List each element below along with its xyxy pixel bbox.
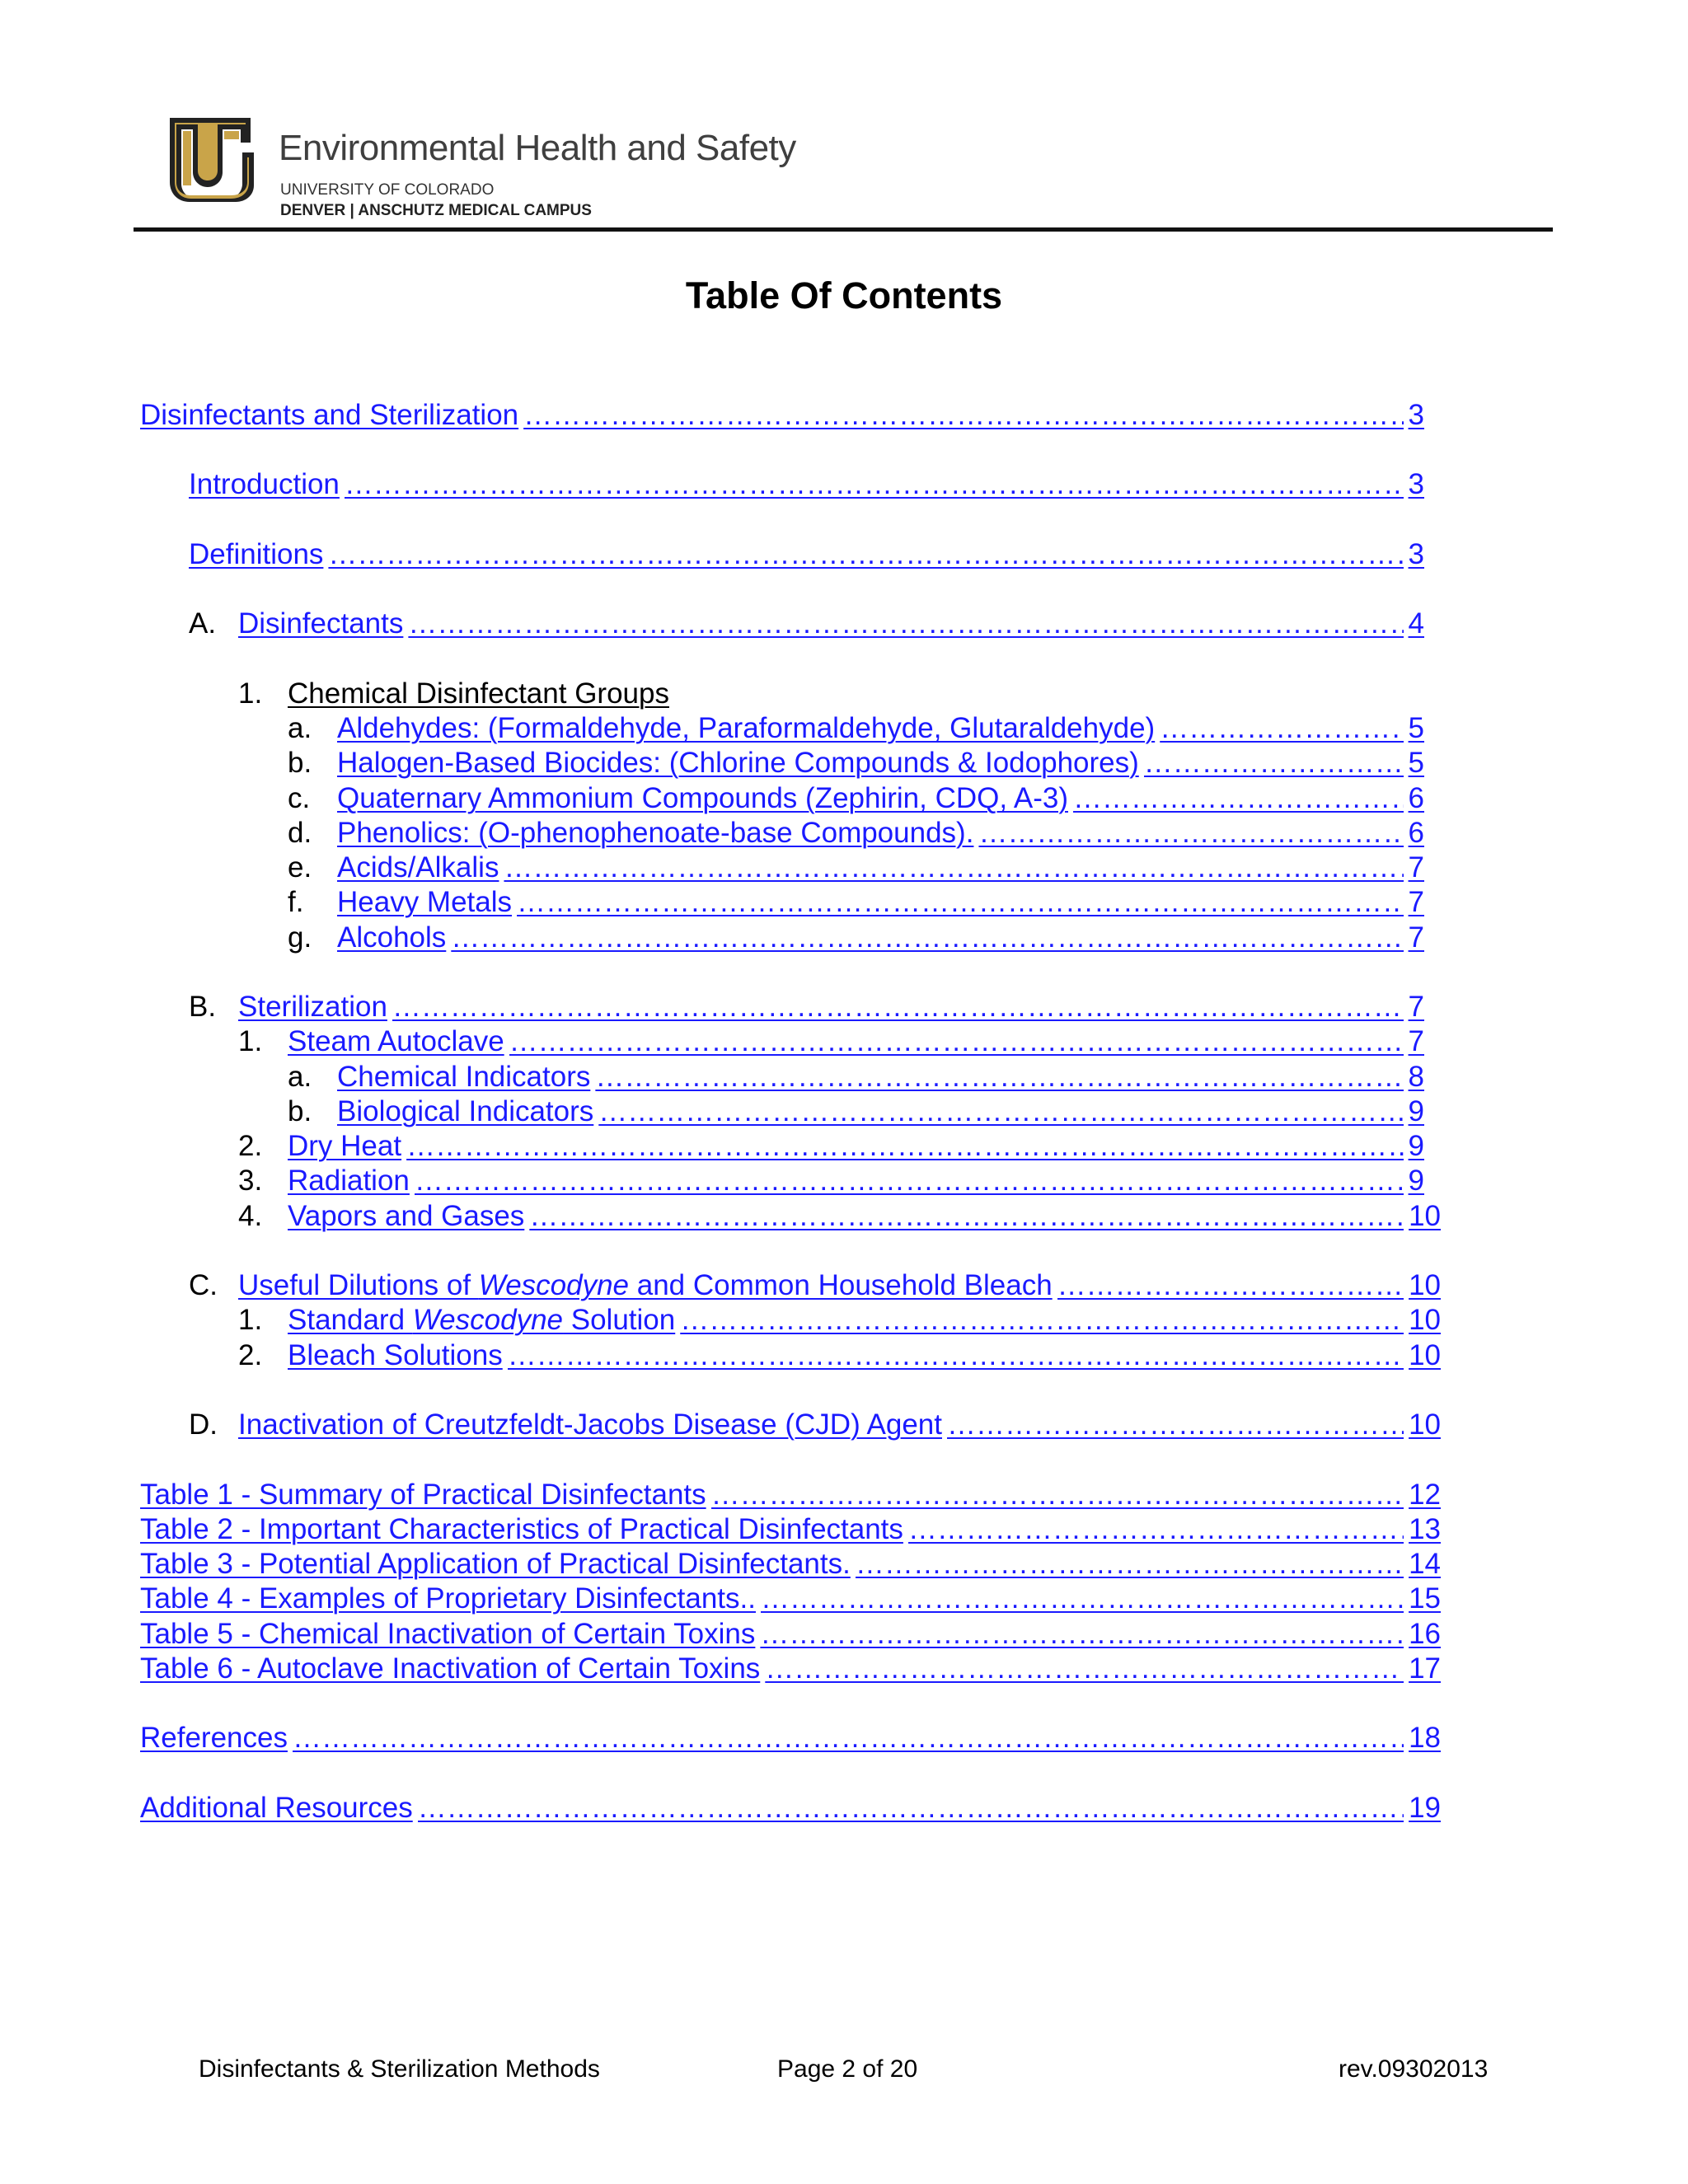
- toc-link[interactable]: Halogen-Based Biocides: (Chlorine Compounds & Iodophores) ………………………………………………………………………………………………………………………………………………………………………………………………………………………………………………… 5: [337, 746, 1424, 780]
- toc-link[interactable]: Additional Resources ………………………………………………………………………………………………………………………………………………………………………………………………………………………………………………… 19: [140, 1791, 1441, 1825]
- toc-entry-a1e: [288, 851, 1424, 885]
- toc-entry-a1a: [288, 711, 1424, 746]
- toc-entry-references: [140, 1721, 1441, 1755]
- toc-entry-b3: [238, 1164, 1424, 1198]
- list-marker: 1.: [238, 677, 263, 710]
- toc-entry-c2: [238, 1338, 1441, 1373]
- page-title: Table Of Contents: [685, 274, 1003, 316]
- list-marker: a.: [288, 712, 312, 744]
- toc-link[interactable]: Dry Heat ………………………………………………………………………………………………………………………………………………………………………………………………………………………………………………… 9: [288, 1129, 1424, 1164]
- toc-link[interactable]: Chemical Indicators ………………………………………………………………………………………………………………………………………………………………………………………………………………………………………………… 8: [337, 1060, 1424, 1094]
- toc-entry-table-5: [140, 1617, 1441, 1652]
- toc-entry-d: [189, 1408, 1441, 1442]
- list-marker: e.: [288, 851, 312, 883]
- toc-link[interactable]: Introduction ………………………………………………………………………………………………………………………………………………………………………………………………………………………………………………… 3: [189, 467, 1424, 502]
- toc-link[interactable]: Table 2 - Important Characteristics of Practical Disinfectants ………………………………………………………………………………………………………………………………………………………………………………………………………………………………………………… 13: [140, 1512, 1441, 1547]
- toc-entry-a1d: [288, 816, 1424, 851]
- list-marker: 1.: [238, 1025, 263, 1057]
- footer-revision: rev.09302013: [1339, 2055, 1489, 2083]
- list-marker: 2.: [238, 1130, 263, 1162]
- toc-entry-definitions: [189, 537, 1424, 572]
- toc-link[interactable]: Bleach Solutions ………………………………………………………………………………………………………………………………………………………………………………………………………………………………………………… 10: [288, 1338, 1441, 1373]
- toc-entry-table-6: [140, 1652, 1441, 1686]
- toc-entry-table-1: [140, 1478, 1441, 1512]
- toc-entry-c: [189, 1268, 1441, 1303]
- toc-entry-c1: [238, 1303, 1441, 1338]
- toc-link[interactable]: Table 4 - Examples of Proprietary Disinfectants.. ………………………………………………………………………………………………………………………………………………………………………………………………………………………………………………… 15: [140, 1582, 1441, 1616]
- list-marker: a.: [288, 1061, 312, 1093]
- list-marker: 3.: [238, 1165, 263, 1197]
- header-divider: [134, 227, 1553, 232]
- toc-link[interactable]: Table 6 - Autoclave Inactivation of Certain Toxins ………………………………………………………………………………………………………………………………………………………………………………………………………………………………………………… 17: [140, 1652, 1441, 1686]
- list-marker: 2.: [238, 1339, 263, 1371]
- list-marker: 1.: [238, 1304, 263, 1336]
- toc-link[interactable]: Steam Autoclave ………………………………………………………………………………………………………………………………………………………………………………………………………………………………………………… 7: [288, 1024, 1424, 1059]
- toc-entry-a1f: [288, 885, 1424, 920]
- list-marker: D.: [189, 1408, 218, 1441]
- toc-entry-a1b: [288, 746, 1424, 780]
- toc-entry-introduction: [189, 467, 1424, 502]
- toc-link[interactable]: Sterilization ………………………………………………………………………………………………………………………………………………………………………………………………………………………………………………… 7: [238, 990, 1424, 1024]
- list-marker: c.: [288, 782, 311, 814]
- toc-entry-a: [189, 607, 1424, 641]
- list-marker: A.: [189, 607, 217, 640]
- toc-link[interactable]: Definitions ………………………………………………………………………………………………………………………………………………………………………………………………………………………………………………… 3: [189, 537, 1424, 572]
- list-marker: f.: [288, 886, 304, 918]
- toc-link[interactable]: Heavy Metals ………………………………………………………………………………………………………………………………………………………………………………………………………………………………………………… 7: [337, 885, 1424, 920]
- toc-link[interactable]: Standard Wescodyne Solution ………………………………………………………………………………………………………………………………………………………………………………………………………………………………………………… 10: [288, 1303, 1441, 1338]
- toc-entry-b: [189, 990, 1424, 1024]
- toc-link[interactable]: Disinfectants and Sterilization ………………………………………………………………………………………………………………………………………………………………………………………………………………………………………………… 3: [140, 398, 1424, 433]
- toc-entry-b1a: [288, 1060, 1424, 1094]
- toc-link[interactable]: Quaternary Ammonium Compounds (Zephirin, CDQ, A-3) ………………………………………………………………………………………………………………………………………………………………………………………………………………………………………………… 6: [337, 781, 1424, 816]
- list-marker: 4.: [238, 1200, 263, 1232]
- toc-link[interactable]: Acids/Alkalis ………………………………………………………………………………………………………………………………………………………………………………………………………………………………………………… 7: [337, 851, 1424, 885]
- list-marker: B.: [189, 991, 217, 1023]
- toc-link[interactable]: Useful Dilutions of Wescodyne and Common Household Bleach ………………………………………………………………………………………………………………………………………………………………………………………………………………………………………………… 10: [238, 1268, 1441, 1303]
- list-marker: b.: [288, 1095, 312, 1127]
- toc-link[interactable]: Aldehydes: (Formaldehyde, Paraformaldehyde, Glutaraldehyde) ………………………………………………………………………………………………………………………………………………………………………………………………………………………………………………… 5: [337, 711, 1424, 746]
- toc-entry-b2: [238, 1129, 1424, 1164]
- toc-entry-a1g: [288, 921, 1424, 955]
- university-name: UNIVERSITY OF COLORADO: [280, 181, 495, 199]
- toc-link[interactable]: Vapors and Gases ………………………………………………………………………………………………………………………………………………………………………………………………………………………………………………… 10: [288, 1199, 1441, 1234]
- toc-entry-table-2: [140, 1512, 1441, 1547]
- toc-entry-a1c: [288, 781, 1424, 816]
- toc-entry-table-3: [140, 1547, 1441, 1582]
- list-marker: g.: [288, 921, 312, 954]
- page-header: [165, 111, 824, 219]
- toc-entry-disinfectants-sterilization: [140, 398, 1424, 433]
- toc-link[interactable]: Biological Indicators ………………………………………………………………………………………………………………………………………………………………………………………………………………………………………………… 9: [337, 1094, 1424, 1129]
- toc-link[interactable]: Table 1 - Summary of Practical Disinfectants ………………………………………………………………………………………………………………………………………………………………………………………………………………………………………………… 12: [140, 1478, 1441, 1512]
- cu-logo-icon: [165, 113, 260, 204]
- toc-link[interactable]: Radiation ………………………………………………………………………………………………………………………………………………………………………………………………………………………………………………… 9: [288, 1164, 1424, 1198]
- toc-entry-b4: [238, 1199, 1441, 1234]
- toc-link[interactable]: Alcohols ………………………………………………………………………………………………………………………………………………………………………………………………………………………………………………… 7: [337, 921, 1424, 955]
- toc-link[interactable]: References ………………………………………………………………………………………………………………………………………………………………………………………………………………………………………………… 18: [140, 1721, 1441, 1755]
- toc-entry-a1: [238, 677, 1424, 711]
- footer-doc-title: Disinfectants & Sterilization Methods: [199, 2055, 600, 2083]
- section-heading: Chemical Disinfectant Groups: [288, 677, 669, 710]
- toc-entry-additional-resources: [140, 1791, 1441, 1825]
- toc-entry-table-4: [140, 1582, 1441, 1616]
- list-marker: C.: [189, 1269, 218, 1301]
- toc-entry-b1: [238, 1024, 1424, 1059]
- toc-link[interactable]: Phenolics: (O-phenophenoate-base Compounds). ………………………………………………………………………………………………………………………………………………………………………………………………………………………………………………… 6: [337, 816, 1424, 851]
- footer-page-number: Page 2 of 20: [777, 2055, 918, 2083]
- toc-entry-b1b: [288, 1094, 1424, 1129]
- list-marker: d.: [288, 817, 312, 849]
- list-marker: b.: [288, 747, 312, 779]
- toc-link[interactable]: Table 3 - Potential Application of Practical Disinfectants. ………………………………………………………………………………………………………………………………………………………………………………………………………………………………………………… 14: [140, 1547, 1441, 1582]
- org-title: Environmental Health and Safety: [279, 128, 796, 168]
- campus-name: DENVER | ANSCHUTZ MEDICAL CAMPUS: [280, 202, 592, 219]
- toc-link[interactable]: Inactivation of Creutzfeldt-Jacobs Disease (CJD) Agent ………………………………………………………………………………………………………………………………………………………………………………………………………………………………………………… 10: [238, 1408, 1441, 1442]
- toc-link[interactable]: Table 5 - Chemical Inactivation of Certain Toxins ………………………………………………………………………………………………………………………………………………………………………………………………………………………………………………… 16: [140, 1617, 1441, 1652]
- toc-link[interactable]: Disinfectants ………………………………………………………………………………………………………………………………………………………………………………………………………………………………………………… 4: [238, 607, 1424, 641]
